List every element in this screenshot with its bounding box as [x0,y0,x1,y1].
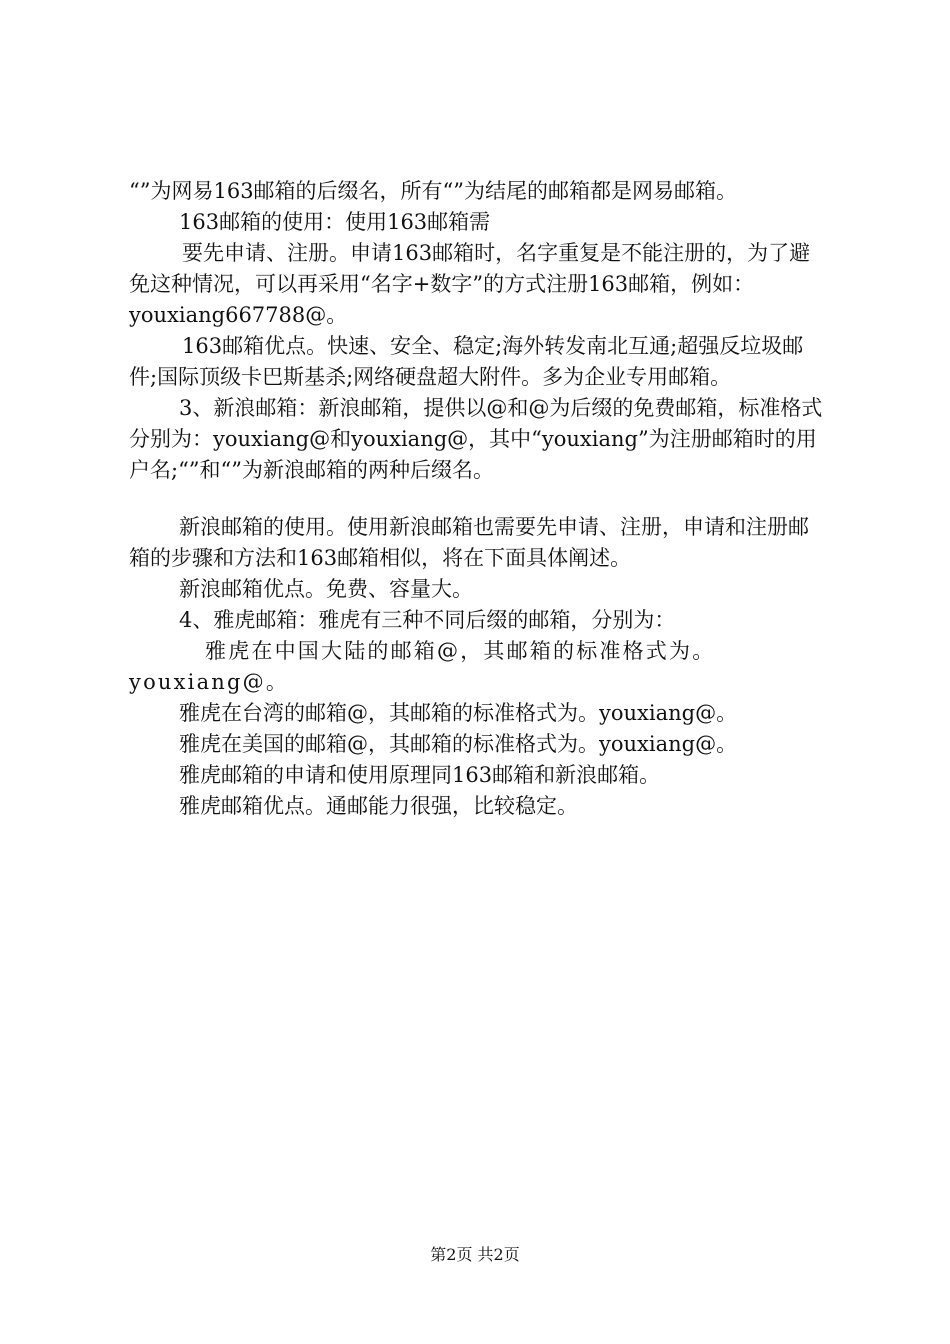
page-number-footer: 第2页 共2页 [430,1245,520,1264]
document-body [129,176,829,822]
paragraph-163-suffix: “”为网易163邮箱的后缀名，所有“”为结尾的邮箱都是网易邮箱。 [129,179,738,203]
paragraph-yahoo-usage: 雅虎邮箱的申请和使用原理同163邮箱和新浪邮箱。 [179,763,661,787]
paragraph-yahoo-advantages: 雅虎邮箱优点。通邮能力很强，比较稳定。 [179,794,578,818]
paragraph-163-advantages: 163邮箱优点。快速、安全、稳定;海外转发南北互通;超强反垃圾邮件;国际顶级卡巴斯基杀;网络硬盘超大附件。多为企业专用邮箱。 [129,334,804,389]
paragraph-yahoo-usa: 雅虎在美国的邮箱@，其邮箱的标准格式为。youxiang@。 [179,732,738,756]
paragraph-sina-usage: 新浪邮箱的使用。使用新浪邮箱也需要先申请、注册，申请和注册邮箱的步骤和方法和163邮箱相似，将在下面具体阐述。 [129,515,809,570]
paragraph-163-registration: 要先申请、注册。申请163邮箱时，名字重复是不能注册的，为了避免这种情况，可以再采用“名字+数字”的方式注册163邮箱，例如：youxiang667788@。 [129,241,811,327]
paragraph-sina-mail: 3、新浪邮箱：新浪邮箱，提供以@和@为后缀的免费邮箱，标准格式分别为：youxiang@和youxiang@，其中“youxiang”为注册邮箱时的用户名;“”和“”为新浪邮箱的两种后缀名。 [129,396,823,482]
paragraph-sina-advantages: 新浪邮箱优点。免费、容量大。 [179,577,473,601]
paragraph-yahoo-taiwan: 雅虎在台湾的邮箱@，其邮箱的标准格式为。youxiang@。 [179,701,738,725]
paragraph-spacer [129,486,829,512]
paragraph-yahoo-mail: 4、雅虎邮箱：雅虎有三种不同后缀的邮箱，分别为： [179,608,676,632]
paragraph-yahoo-china: 雅虎在中国大陆的邮箱@，其邮箱的标准格式为。youxiang@。 [129,639,716,694]
paragraph-163-usage-heading: 163邮箱的使用：使用163邮箱需 [179,210,491,234]
